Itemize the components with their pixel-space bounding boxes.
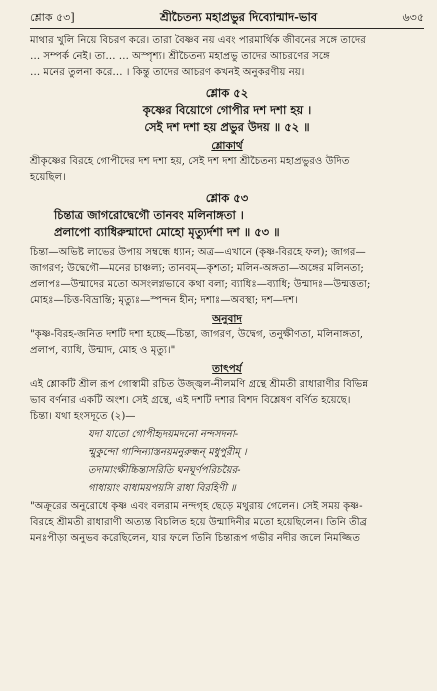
purport-heading: তাৎপর্য (212, 363, 242, 375)
text-line: "অক্রূরের অনুরোধে কৃষ্ণ এবং বলরাম নন্দগৃহ ছেড়ে মথুরায় গেলেন। সেই সময় কৃষ্ণ- (30, 501, 363, 512)
verse-52-line: কৃষ্ণের বিয়োগে গোপীর দশ দশা হয় । (142, 103, 312, 117)
verse-53-line: চিন্তাত্র জাগরোদ্বেগৌ তানবং মলিনাঙ্গতা । (54, 208, 244, 222)
verse-52-meaning (30, 154, 424, 186)
translation-heading: অনুবাদ (212, 313, 242, 325)
text-line: মনঃপীড়া অনুভব করেছিলেন, যার ফলে তিনি চিন্তারূপ গভীর নদীর জলে নিমজ্জিত (30, 533, 360, 544)
header-chapter-title: শ্রীচৈতন্য মহাপ্রভুর দিব্যোন্মাদ-ভাব (159, 10, 318, 24)
sanskrit-line: তদামাংক্ষীচ্চিন্তাসরিতি ঘনঘূর্ণপরিচয়ৈর- (88, 465, 241, 476)
text-line: প্রলাপঃ—উন্মাদের মতো অসংলগ্নভাবে কথা বলা; ব্যাধিঃ—ব্যাধি; উন্মাদঃ—উন্মত্ততা; (30, 279, 371, 290)
purport-text (30, 377, 424, 425)
text-line: মোহঃ—চিত্ত-বিভ্রান্তি; মৃত্যুঃ—স্পন্দন হীন; দশাঃ—অবস্থা; দশ—দশ। (30, 295, 298, 306)
header-verse-ref: শ্লোক ৫৩] (30, 11, 75, 24)
sanskrit-quote (30, 427, 424, 497)
text-line: হয়েছিল। (30, 172, 66, 183)
text-line: ভাব বর্ণনার একটি অংশ। সেই গ্রন্থে, এই দশটি দশার বিশদ বিশ্লেষণ বর্ণিত হয়েছে। (30, 395, 351, 406)
text-line: চিন্তা—অভিষ্ট লাভের উপায় সম্বন্ধে ধ্যান; অত্র—এখানে (কৃষ্ণ-বিরহে ফল); জাগর— (30, 247, 366, 258)
text-line: … মনের তুলনা করে… । কিন্তু তাদের আচরণ কখনই অনুকরণীয় নয়। (30, 67, 305, 78)
text-line: মাথার খুলি নিয়ে বিচরণ করে। তারা বৈষ্ণব নয় এবং পারমার্থিক জীবনের সঙ্গে তাদের (30, 35, 367, 46)
header-rule (30, 28, 424, 29)
text-line: প্রলাপ, ব্যাধি, উন্মাদ, মোহ ও মৃত্যু।" (30, 345, 176, 356)
translation-text (30, 327, 424, 359)
verse-53-synonyms (30, 245, 424, 309)
sanskrit-line: গাধায়াং বাধাময়পয়সি রাধা বিরহিণী ॥ (88, 483, 236, 494)
sanskrit-line: যদা যাতো গোপীহৃদয়মদনো নন্দসদনা- (88, 429, 239, 440)
page-number: ৬৩৫ (402, 11, 424, 24)
text-line: এই শ্লোকটি শ্রীল রূপ গোস্বামী রচিত উজ্জ্বল-নীলমণি গ্রন্থে শ্রীমতী রাধারাণীর বিভিন্ন (30, 379, 369, 390)
closing-paragraph (30, 499, 424, 547)
text-line: চিন্তা। যথা হংসদূতে (২)— (30, 411, 136, 422)
verse-52-meaning-heading: শ্লোকার্থ (211, 140, 243, 152)
text-line: "কৃষ্ণ-বিরহ-জনিত দশটি দশা হচ্ছে—চিন্তা, জাগরণ, উদ্বেগ, তনুক্ষীণতা, মলিনাঙ্গতা, (30, 329, 364, 340)
verse-52-heading: শ্লোক ৫২ (205, 86, 249, 100)
text-line: বিরহে শ্রীমতী রাধারাণী অত্যন্ত বিচলিত হয়ে উন্মাদিনীর মতো হয়েছিলেন। তিনি তীব্র (30, 517, 367, 528)
intro-paragraph (30, 33, 424, 81)
verse-52-line: সেই দশ দশা হয় প্রভুর উদয় ॥ ৫২ ॥ (144, 120, 310, 134)
text-line: জাগরণ; উদ্বেগৌ—মনের চাঞ্চল্য; তানবম্—কৃশতা; মলিন-অঙ্গতা—অঙ্গের মলিনতা; (30, 263, 364, 274)
text-line: শ্রীকৃষ্ণের বিরহে গোপীদের দশ দশা হয়, সেই দশ দশা শ্রীচৈতন্য মহাপ্রভুরও উদিত (30, 156, 350, 167)
verse-53-heading: শ্লোক ৫৩ (205, 191, 249, 205)
sanskrit-line: ন্মুকুন্দো গান্দিন্যাস্তনয়মনুরুন্ধন্ মধুপুরীম্ । (88, 447, 247, 458)
verse-53-line: প্রলাপো ব্যাধিরুন্মাদো মোহো মৃত্যুর্দশা দশ ॥ ৫৩ ॥ (54, 225, 280, 239)
text-line: … সম্পর্ক নেই। তা… … অস্পৃশ্য। শ্রীচৈতন্য মহাপ্রভু তাদের আচরণের সঙ্গে (30, 51, 330, 62)
running-header (30, 10, 424, 25)
